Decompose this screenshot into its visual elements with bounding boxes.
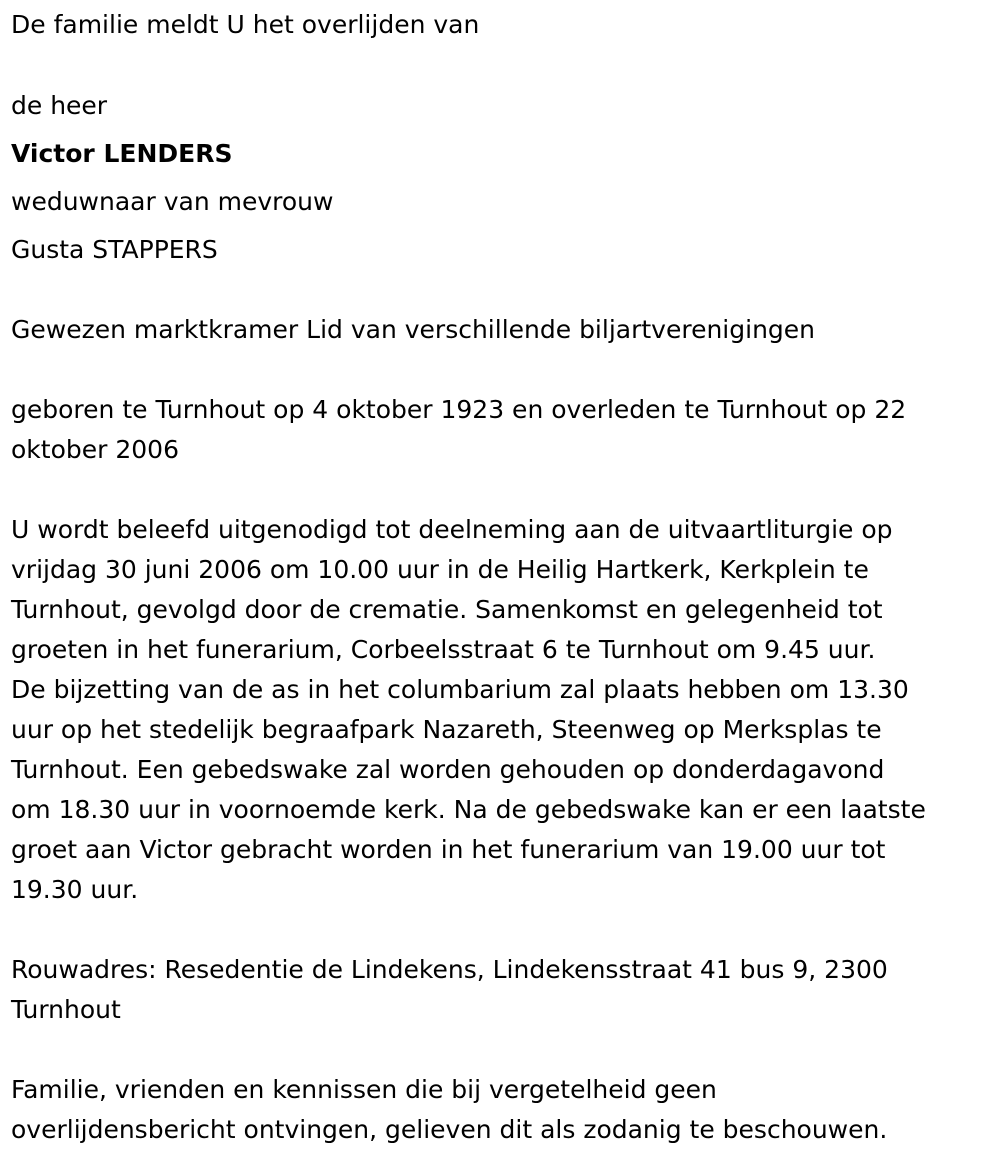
ceremony-line: U wordt beleefd uitgenodigd tot deelneming aan de uitvaartliturgie op — [11, 515, 893, 544]
closing-line: overlijdensbericht ontvingen, gelieven dit als zodanig te beschouwen. — [11, 1115, 888, 1144]
ceremony-line: om 18.30 uur in voornoemde kerk. Na de gebedswake kan er een laatste — [11, 795, 926, 824]
ceremony-line: uur op het stedelijk begraafpark Nazareth, Steenweg op Merksplas te — [11, 715, 882, 744]
ceremony-line: Turnhout, gevolgd door de crematie. Samenkomst en gelegenheid tot — [11, 595, 883, 624]
ceremony-paragraph — [11, 510, 986, 910]
spouse-name: Gusta STAPPERS — [11, 235, 218, 264]
deceased-name: Victor LENDERS — [11, 139, 233, 168]
ceremony-line: De bijzetting van de as in het columbarium zal plaats hebben om 13.30 — [11, 675, 909, 704]
mourning-address-line: Rouwadres: Resedentie de Lindekens, Lindekensstraat 41 bus 9, 2300 — [11, 955, 888, 984]
intro-text: De familie meldt U het overlijden van — [11, 10, 480, 39]
birth-death-paragraph — [11, 390, 986, 470]
ceremony-line: vrijdag 30 juni 2006 om 10.00 uur in de Heilig Hartkerk, Kerkplein te — [11, 555, 869, 584]
birth-death-line: oktober 2006 — [11, 435, 179, 464]
birth-death-line: geboren te Turnhout op 4 oktober 1923 en overleden te Turnhout op 22 — [11, 395, 907, 424]
mourning-address-line: Turnhout — [11, 995, 121, 1024]
ceremony-line: groeten in het funerarium, Corbeelsstraat 6 te Turnhout om 9.45 uur. — [11, 635, 876, 664]
ceremony-line: Turnhout. Een gebedswake zal worden gehouden op donderdagavond — [11, 755, 885, 784]
relation-text: weduwnaar van mevrouw — [11, 187, 334, 216]
ceremony-line: 19.30 uur. — [11, 875, 139, 904]
closing-paragraph — [11, 1070, 986, 1150]
honorific-text: de heer — [11, 91, 108, 120]
mourning-address-paragraph — [11, 950, 986, 1030]
ceremony-line: groet aan Victor gebracht worden in het funerarium van 19.00 uur tot — [11, 835, 886, 864]
occupation-text: Gewezen marktkramer Lid van verschillende biljartverenigingen — [11, 315, 816, 344]
closing-line: Familie, vrienden en kennissen die bij vergetelheid geen — [11, 1075, 717, 1104]
